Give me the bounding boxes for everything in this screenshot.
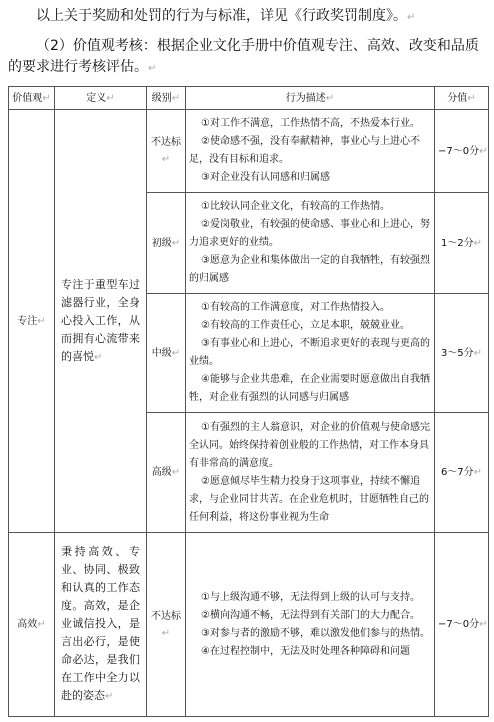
paragraph-mark-icon: ↵ [407, 12, 416, 23]
definition-cell: 秉持高效、专业、协同、极致和认真的工作态度。高效，是企业诚信投入，是言出必行，是使命必达，是我们在工作中全力以赴的姿态↵ [55, 533, 147, 717]
intro-paragraph-1 [8, 6, 488, 28]
intro-paragraph-2 [8, 36, 488, 79]
behavior-cell: ①有强烈的主人翁意识，对企业的价值观与使命感完全认同。始终保持着创业般的工作热情，对工作本身具有非常高的满意度。 ②愿意倾尽毕生精力投身于这项事业，持续不懈追求，与企业同甘共苦。在企业危机时，甘愿牺牲自己的任何利益，将这份事业视为生命 [186, 413, 435, 533]
behavior-cell: ①对工作不满意，工作热情不高，不热爱本行业。 ②使命感不强，没有奉献精神，事业心与上进心不足，没有目标和追求。 ③对企业没有认同感和归属感 [186, 110, 435, 193]
table-row [9, 110, 489, 193]
level-cell: 高级↵ [147, 413, 186, 533]
header-behavior: 行为描述↵ [186, 87, 435, 110]
score-cell: 1～2分↵ [435, 193, 489, 294]
header-definition: 定义↵ [55, 87, 147, 110]
score-cell: 6～7分↵ [435, 413, 489, 533]
table-row [9, 533, 489, 717]
level-cell: 不达标↵ [147, 533, 186, 717]
level-cell: 中级↵ [147, 294, 186, 413]
level-cell: 不达标↵ [147, 110, 186, 193]
header-score: 分值↵ [435, 87, 489, 110]
behavior-cell: ①比较认同企业文化，有较高的工作热情。 ②爱岗敬业，有较强的使命感、事业心和上进心，努力追求更好的业绩。 ③愿意为企业和集体做出一定的自我牺牲，有较强烈的归属感 [186, 193, 435, 294]
intro-text-2: （2）价值观考核：根据企业文化手册中价值观专注、高效、改变和品质的要求进行考核评估。 [8, 38, 479, 75]
intro-text-1: 以上关于奖励和处罚的行为与标准，详见《行政奖罚制度》。 [36, 8, 407, 24]
table-header-row [9, 87, 489, 110]
score-cell: −7～0分↵ [435, 533, 489, 717]
header-value: 价值观↵ [9, 87, 55, 110]
behavior-cell: ①与上级沟通不够，无法得到上级的认可与支持。 ②横向沟通不畅，无法得到有关部门的大力配合。 ③对参与者的激励不够，难以激发他们参与的热情。 ④在过程控制中，无法及时处理各种障碍和问题 [186, 533, 435, 717]
value-assessment-table [8, 86, 489, 717]
score-cell: −7～0分↵ [435, 110, 489, 193]
paragraph-mark-icon: ↵ [148, 63, 157, 74]
score-cell: 3～5分↵ [435, 294, 489, 413]
behavior-cell: ①有较高的工作满意度，对工作热情投入。 ②有较高的工作责任心，立足本职，兢兢业业。 ③有事业心和上进心，不断追求更好的表现与更高的业绩。 ④能够与企业共患难，在企业需要时愿意做出自我牺牲，对企业有强烈的认同感与归属感 [186, 294, 435, 413]
level-cell: 初级↵ [147, 193, 186, 294]
header-level: 级别↵ [147, 87, 186, 110]
value-name-cell: 专注↵ [9, 110, 55, 533]
value-name-cell: 高效↵ [9, 533, 55, 717]
definition-cell: 专注于重型车过滤器行业，全身心投入工作，从而拥有心流带来的喜悦↵ [55, 110, 147, 533]
